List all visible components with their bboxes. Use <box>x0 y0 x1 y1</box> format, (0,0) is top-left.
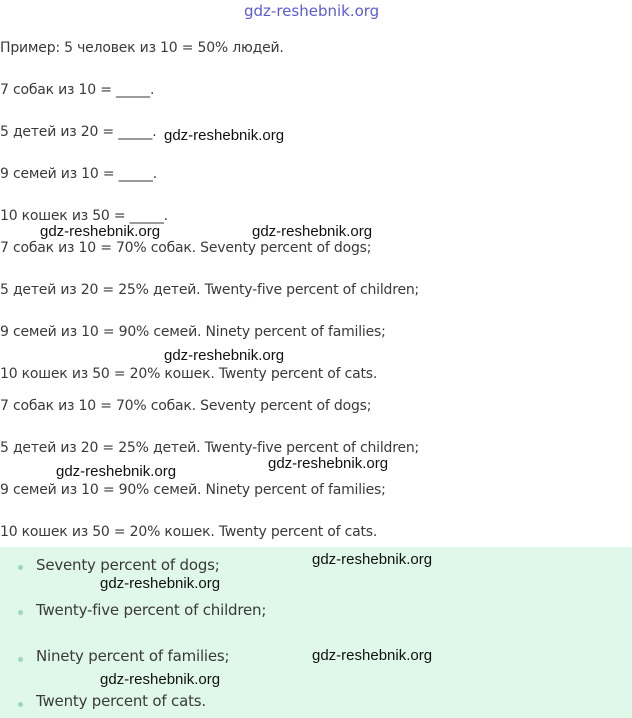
example-line: Пример: 5 человек из 10 = 50% людей. <box>0 40 284 56</box>
bullet-item-dogs: Seventy percent of dogs; <box>36 556 220 574</box>
task-line-dogs: 7 собак из 10 = _____. <box>0 82 155 98</box>
bullet-dot <box>18 657 23 662</box>
bullet-item-families: Ninety percent of families; <box>36 647 230 665</box>
answer-line-families-2: 9 семей из 10 = 90% семей. Ninety percent of families; <box>0 482 386 498</box>
watermark: gdz-reshebnik.org <box>40 223 161 240</box>
watermark: gdz-reshebnik.org <box>312 551 433 568</box>
task-line-families: 9 семей из 10 = _____. <box>0 166 157 182</box>
bullet-dot <box>18 565 23 570</box>
task-line-cats: 10 кошек из 50 = _____. <box>0 208 168 224</box>
watermark: gdz-reshebnik.org <box>268 455 389 472</box>
watermark: gdz-reshebnik.org <box>100 575 221 592</box>
bullet-item-cats: Twenty percent of cats. <box>36 692 206 710</box>
answer-line-cats-2: 10 кошек из 50 = 20% кошек. Twenty percent of cats. <box>0 524 378 540</box>
watermark: gdz-reshebnik.org <box>164 127 285 144</box>
bullet-item-children: Twenty-five percent of children; <box>36 601 267 619</box>
watermark: gdz-reshebnik.org <box>100 671 221 688</box>
answer-panel <box>0 547 632 718</box>
task-line-children: 5 детей из 20 = _____. <box>0 124 157 140</box>
answer-line-dogs: 7 собак из 10 = 70% собак. Seventy percent of dogs; <box>0 240 372 256</box>
watermark: gdz-reshebnik.org <box>164 347 285 364</box>
bullet-dot <box>18 702 23 707</box>
bullet-dot <box>18 610 23 615</box>
answer-line-dogs-2: 7 собак из 10 = 70% собак. Seventy percent of dogs; <box>0 398 372 414</box>
watermark: gdz-reshebnik.org <box>312 647 433 664</box>
answer-line-cats: 10 кошек из 50 = 20% кошек. Twenty percent of cats. <box>0 366 378 382</box>
answer-line-children: 5 детей из 20 = 25% детей. Twenty-five percent of children; <box>0 282 420 298</box>
watermark: gdz-reshebnik.org <box>56 463 177 480</box>
site-header: gdz-reshebnik.org <box>244 2 380 20</box>
answer-line-children-2: 5 детей из 20 = 25% детей. Twenty-five percent of children; <box>0 440 420 456</box>
watermark: gdz-reshebnik.org <box>252 223 373 240</box>
answer-line-families: 9 семей из 10 = 90% семей. Ninety percent of families; <box>0 324 386 340</box>
